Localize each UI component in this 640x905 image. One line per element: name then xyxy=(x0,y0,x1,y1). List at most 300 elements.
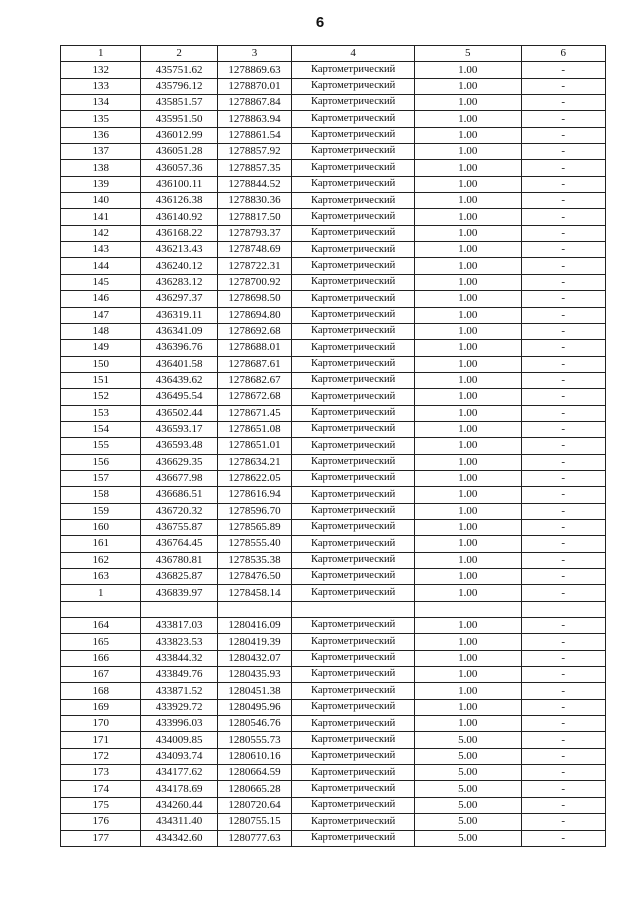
table-row xyxy=(61,781,606,797)
x-coordinate-cell: 436213.43 xyxy=(141,242,217,258)
method-cell: Картометрический xyxy=(292,683,415,699)
y-coordinate-cell: 1278869.63 xyxy=(217,62,291,78)
y-coordinate-cell: 1278651.08 xyxy=(217,421,291,437)
accuracy-cell: 1.00 xyxy=(414,323,521,339)
y-coordinate-cell: 1280435.93 xyxy=(217,667,291,683)
note-cell: - xyxy=(521,323,606,339)
x-coordinate-cell: 436593.48 xyxy=(141,438,217,454)
table-row xyxy=(61,552,606,568)
method-cell: Картометрический xyxy=(292,176,415,192)
table-row xyxy=(61,683,606,699)
table-row xyxy=(61,765,606,781)
y-coordinate-cell: 1278870.01 xyxy=(217,78,291,94)
x-coordinate-cell: 436764.45 xyxy=(141,536,217,552)
point-number-cell: 165 xyxy=(61,634,141,650)
x-coordinate-cell: 436319.11 xyxy=(141,307,217,323)
note-cell: - xyxy=(521,569,606,585)
accuracy-cell: 1.00 xyxy=(414,78,521,94)
accuracy-cell: 1.00 xyxy=(414,242,521,258)
accuracy-cell: 1.00 xyxy=(414,536,521,552)
y-coordinate-cell: 1278687.61 xyxy=(217,356,291,372)
point-number-cell: 140 xyxy=(61,193,141,209)
note-cell: - xyxy=(521,454,606,470)
x-coordinate-cell: 434009.85 xyxy=(141,732,217,748)
point-number-cell: 136 xyxy=(61,127,141,143)
note-cell: - xyxy=(521,274,606,290)
table-row xyxy=(61,405,606,421)
note-cell: - xyxy=(521,438,606,454)
table-row xyxy=(61,291,606,307)
method-cell: Картометрический xyxy=(292,470,415,486)
point-number-cell: 152 xyxy=(61,389,141,405)
accuracy-cell: 1.00 xyxy=(414,519,521,535)
y-coordinate-cell: 1278698.50 xyxy=(217,291,291,307)
x-coordinate-cell: 436140.92 xyxy=(141,209,217,225)
y-coordinate-cell: 1278458.14 xyxy=(217,585,291,601)
y-coordinate-cell: 1278692.68 xyxy=(217,323,291,339)
column-header: 6 xyxy=(521,46,606,62)
y-coordinate-cell: 1280451.38 xyxy=(217,683,291,699)
point-number-cell: 156 xyxy=(61,454,141,470)
note-cell: - xyxy=(521,585,606,601)
x-coordinate-cell: 436825.87 xyxy=(141,569,217,585)
table-row xyxy=(61,618,606,634)
accuracy-cell: 1.00 xyxy=(414,552,521,568)
table-row xyxy=(61,667,606,683)
table-row xyxy=(61,95,606,111)
x-coordinate-cell: 436593.17 xyxy=(141,421,217,437)
note-cell: - xyxy=(521,470,606,486)
accuracy-cell: 1.00 xyxy=(414,356,521,372)
x-coordinate-cell: 436283.12 xyxy=(141,274,217,290)
table-row xyxy=(61,144,606,160)
point-number-cell: 147 xyxy=(61,307,141,323)
note-cell: - xyxy=(521,193,606,209)
x-coordinate-cell: 436012.99 xyxy=(141,127,217,143)
table-row xyxy=(61,830,606,846)
method-cell: Картометрический xyxy=(292,389,415,405)
note-cell: - xyxy=(521,634,606,650)
x-coordinate-cell: 433996.03 xyxy=(141,716,217,732)
note-cell: - xyxy=(521,487,606,503)
method-cell: Картометрический xyxy=(292,454,415,470)
method-cell xyxy=(292,601,415,617)
accuracy-cell xyxy=(414,601,521,617)
table-row xyxy=(61,748,606,764)
x-coordinate-cell: 433817.03 xyxy=(141,618,217,634)
x-coordinate-cell xyxy=(141,601,217,617)
x-coordinate-cell: 433823.53 xyxy=(141,634,217,650)
accuracy-cell: 1.00 xyxy=(414,454,521,470)
method-cell: Картометрический xyxy=(292,830,415,846)
table-row xyxy=(61,438,606,454)
accuracy-cell: 1.00 xyxy=(414,438,521,454)
table-row xyxy=(61,487,606,503)
method-cell: Картометрический xyxy=(292,487,415,503)
table-row xyxy=(61,569,606,585)
table-row xyxy=(61,274,606,290)
table-row xyxy=(61,193,606,209)
y-coordinate-cell: 1278688.01 xyxy=(217,340,291,356)
method-cell: Картометрический xyxy=(292,323,415,339)
point-number-cell xyxy=(61,601,141,617)
method-cell: Картометрический xyxy=(292,716,415,732)
y-coordinate-cell: 1278616.94 xyxy=(217,487,291,503)
y-coordinate-cell: 1278476.50 xyxy=(217,569,291,585)
x-coordinate-cell: 436051.28 xyxy=(141,144,217,160)
y-coordinate-cell: 1278555.40 xyxy=(217,536,291,552)
point-number-cell: 167 xyxy=(61,667,141,683)
note-cell: - xyxy=(521,552,606,568)
point-number-cell: 168 xyxy=(61,683,141,699)
x-coordinate-cell: 434311.40 xyxy=(141,814,217,830)
note-cell: - xyxy=(521,536,606,552)
y-coordinate-cell: 1278622.05 xyxy=(217,470,291,486)
note-cell: - xyxy=(521,356,606,372)
x-coordinate-cell: 436057.36 xyxy=(141,160,217,176)
x-coordinate-cell: 436677.98 xyxy=(141,470,217,486)
point-number-cell: 134 xyxy=(61,95,141,111)
note-cell: - xyxy=(521,291,606,307)
y-coordinate-cell: 1280665.28 xyxy=(217,781,291,797)
method-cell: Картометрический xyxy=(292,111,415,127)
point-number-cell: 155 xyxy=(61,438,141,454)
accuracy-cell: 5.00 xyxy=(414,781,521,797)
x-coordinate-cell: 434342.60 xyxy=(141,830,217,846)
table-row xyxy=(61,242,606,258)
method-cell: Картометрический xyxy=(292,650,415,666)
table-row xyxy=(61,814,606,830)
point-number-cell: 162 xyxy=(61,552,141,568)
note-cell: - xyxy=(521,144,606,160)
point-number-cell: 166 xyxy=(61,650,141,666)
y-coordinate-cell: 1278596.70 xyxy=(217,503,291,519)
method-cell: Картометрический xyxy=(292,127,415,143)
method-cell: Картометрический xyxy=(292,667,415,683)
note-cell: - xyxy=(521,176,606,192)
point-number-cell: 148 xyxy=(61,323,141,339)
y-coordinate-cell: 1280610.16 xyxy=(217,748,291,764)
y-coordinate-cell: 1280495.96 xyxy=(217,699,291,715)
note-cell: - xyxy=(521,372,606,388)
note-cell: - xyxy=(521,519,606,535)
point-number-cell: 142 xyxy=(61,225,141,241)
y-coordinate-cell: 1278857.35 xyxy=(217,160,291,176)
method-cell: Картометрический xyxy=(292,291,415,307)
table-row xyxy=(61,585,606,601)
y-coordinate-cell: 1278867.84 xyxy=(217,95,291,111)
table-header-row xyxy=(61,46,606,62)
method-cell: Картометрический xyxy=(292,732,415,748)
x-coordinate-cell: 436495.54 xyxy=(141,389,217,405)
y-coordinate-cell: 1278651.01 xyxy=(217,438,291,454)
note-cell: - xyxy=(521,160,606,176)
x-coordinate-cell: 434178.69 xyxy=(141,781,217,797)
note-cell: - xyxy=(521,225,606,241)
method-cell: Картометрический xyxy=(292,356,415,372)
accuracy-cell: 1.00 xyxy=(414,209,521,225)
y-coordinate-cell: 1278682.67 xyxy=(217,372,291,388)
accuracy-cell: 5.00 xyxy=(414,814,521,830)
point-number-cell: 171 xyxy=(61,732,141,748)
note-cell: - xyxy=(521,78,606,94)
accuracy-cell: 1.00 xyxy=(414,699,521,715)
note-cell: - xyxy=(521,307,606,323)
method-cell: Картометрический xyxy=(292,536,415,552)
note-cell: - xyxy=(521,242,606,258)
column-header: 2 xyxy=(141,46,217,62)
column-header: 3 xyxy=(217,46,291,62)
table-row xyxy=(61,127,606,143)
table-row xyxy=(61,536,606,552)
note-cell: - xyxy=(521,389,606,405)
x-coordinate-cell: 436502.44 xyxy=(141,405,217,421)
x-coordinate-cell: 434093.74 xyxy=(141,748,217,764)
y-coordinate-cell: 1278671.45 xyxy=(217,405,291,421)
table-row xyxy=(61,519,606,535)
accuracy-cell: 1.00 xyxy=(414,585,521,601)
table-row xyxy=(61,176,606,192)
point-number-cell: 154 xyxy=(61,421,141,437)
accuracy-cell: 1.00 xyxy=(414,716,521,732)
method-cell: Картометрический xyxy=(292,781,415,797)
y-coordinate-cell: 1278634.21 xyxy=(217,454,291,470)
table-row xyxy=(61,209,606,225)
method-cell: Картометрический xyxy=(292,519,415,535)
point-number-cell: 170 xyxy=(61,716,141,732)
note-cell: - xyxy=(521,748,606,764)
note-cell: - xyxy=(521,258,606,274)
table-row xyxy=(61,323,606,339)
x-coordinate-cell: 436341.09 xyxy=(141,323,217,339)
table-row xyxy=(61,503,606,519)
method-cell: Картометрический xyxy=(292,438,415,454)
note-cell: - xyxy=(521,421,606,437)
accuracy-cell: 1.00 xyxy=(414,405,521,421)
table-row xyxy=(61,307,606,323)
y-coordinate-cell: 1280416.09 xyxy=(217,618,291,634)
accuracy-cell: 1.00 xyxy=(414,389,521,405)
y-coordinate-cell: 1280755.15 xyxy=(217,814,291,830)
y-coordinate-cell: 1278694.80 xyxy=(217,307,291,323)
table-row xyxy=(61,340,606,356)
table-row xyxy=(61,716,606,732)
method-cell: Картометрический xyxy=(292,814,415,830)
accuracy-cell: 5.00 xyxy=(414,732,521,748)
method-cell: Картометрический xyxy=(292,405,415,421)
table-row xyxy=(61,699,606,715)
accuracy-cell: 1.00 xyxy=(414,421,521,437)
point-number-cell: 139 xyxy=(61,176,141,192)
accuracy-cell: 1.00 xyxy=(414,667,521,683)
point-number-cell: 169 xyxy=(61,699,141,715)
method-cell: Картометрический xyxy=(292,78,415,94)
accuracy-cell: 1.00 xyxy=(414,650,521,666)
method-cell: Картометрический xyxy=(292,340,415,356)
note-cell: - xyxy=(521,781,606,797)
table-row xyxy=(61,732,606,748)
table-row xyxy=(61,78,606,94)
method-cell: Картометрический xyxy=(292,765,415,781)
point-number-cell: 160 xyxy=(61,519,141,535)
accuracy-cell: 1.00 xyxy=(414,340,521,356)
column-header: 5 xyxy=(414,46,521,62)
x-coordinate-cell: 435796.12 xyxy=(141,78,217,94)
accuracy-cell: 1.00 xyxy=(414,307,521,323)
point-number-cell: 143 xyxy=(61,242,141,258)
page-number: 6 xyxy=(315,14,325,31)
note-cell: - xyxy=(521,667,606,683)
method-cell: Картометрический xyxy=(292,193,415,209)
x-coordinate-cell: 436401.58 xyxy=(141,356,217,372)
point-number-cell: 159 xyxy=(61,503,141,519)
x-coordinate-cell: 434260.44 xyxy=(141,797,217,813)
x-coordinate-cell: 436240.12 xyxy=(141,258,217,274)
y-coordinate-cell: 1278861.54 xyxy=(217,127,291,143)
x-coordinate-cell: 434177.62 xyxy=(141,765,217,781)
y-coordinate-cell: 1278793.37 xyxy=(217,225,291,241)
note-cell: - xyxy=(521,340,606,356)
note-cell: - xyxy=(521,765,606,781)
accuracy-cell: 1.00 xyxy=(414,683,521,699)
column-header: 1 xyxy=(61,46,141,62)
x-coordinate-cell: 435951.50 xyxy=(141,111,217,127)
point-number-cell: 174 xyxy=(61,781,141,797)
note-cell: - xyxy=(521,797,606,813)
method-cell: Картометрический xyxy=(292,242,415,258)
table-row xyxy=(61,356,606,372)
point-number-cell: 144 xyxy=(61,258,141,274)
y-coordinate-cell: 1278700.92 xyxy=(217,274,291,290)
accuracy-cell: 1.00 xyxy=(414,95,521,111)
point-number-cell: 177 xyxy=(61,830,141,846)
point-number-cell: 172 xyxy=(61,748,141,764)
y-coordinate-cell: 1278565.89 xyxy=(217,519,291,535)
method-cell: Картометрический xyxy=(292,699,415,715)
table-row xyxy=(61,111,606,127)
point-number-cell: 151 xyxy=(61,372,141,388)
x-coordinate-cell: 436297.37 xyxy=(141,291,217,307)
method-cell: Картометрический xyxy=(292,748,415,764)
table-row xyxy=(61,62,606,78)
accuracy-cell: 1.00 xyxy=(414,144,521,160)
y-coordinate-cell xyxy=(217,601,291,617)
method-cell: Картометрический xyxy=(292,258,415,274)
method-cell: Картометрический xyxy=(292,62,415,78)
note-cell: - xyxy=(521,830,606,846)
accuracy-cell: 1.00 xyxy=(414,618,521,634)
method-cell: Картометрический xyxy=(292,209,415,225)
y-coordinate-cell: 1280720.64 xyxy=(217,797,291,813)
method-cell: Картометрический xyxy=(292,585,415,601)
note-cell: - xyxy=(521,209,606,225)
note-cell: - xyxy=(521,127,606,143)
accuracy-cell: 1.00 xyxy=(414,634,521,650)
method-cell: Картометрический xyxy=(292,552,415,568)
point-number-cell: 173 xyxy=(61,765,141,781)
accuracy-cell: 5.00 xyxy=(414,765,521,781)
point-number-cell: 150 xyxy=(61,356,141,372)
y-coordinate-cell: 1278857.92 xyxy=(217,144,291,160)
x-coordinate-cell: 436629.35 xyxy=(141,454,217,470)
note-cell: - xyxy=(521,111,606,127)
note-cell xyxy=(521,601,606,617)
accuracy-cell: 1.00 xyxy=(414,470,521,486)
point-number-cell: 175 xyxy=(61,797,141,813)
x-coordinate-cell: 436439.62 xyxy=(141,372,217,388)
x-coordinate-cell: 436168.22 xyxy=(141,225,217,241)
point-number-cell: 135 xyxy=(61,111,141,127)
accuracy-cell: 1.00 xyxy=(414,176,521,192)
accuracy-cell: 1.00 xyxy=(414,193,521,209)
method-cell: Картометрический xyxy=(292,274,415,290)
note-cell: - xyxy=(521,95,606,111)
y-coordinate-cell: 1280432.07 xyxy=(217,650,291,666)
accuracy-cell: 1.00 xyxy=(414,372,521,388)
table-row xyxy=(61,634,606,650)
accuracy-cell: 1.00 xyxy=(414,225,521,241)
method-cell: Картометрический xyxy=(292,307,415,323)
x-coordinate-cell: 436100.11 xyxy=(141,176,217,192)
table-row xyxy=(61,797,606,813)
note-cell: - xyxy=(521,618,606,634)
point-number-cell: 161 xyxy=(61,536,141,552)
x-coordinate-cell: 433844.32 xyxy=(141,650,217,666)
y-coordinate-cell: 1280777.63 xyxy=(217,830,291,846)
y-coordinate-cell: 1278722.31 xyxy=(217,258,291,274)
accuracy-cell: 1.00 xyxy=(414,274,521,290)
point-number-cell: 133 xyxy=(61,78,141,94)
table-row xyxy=(61,421,606,437)
y-coordinate-cell: 1280664.59 xyxy=(217,765,291,781)
y-coordinate-cell: 1280555.73 xyxy=(217,732,291,748)
y-coordinate-cell: 1278844.52 xyxy=(217,176,291,192)
point-number-cell: 146 xyxy=(61,291,141,307)
point-number-cell: 132 xyxy=(61,62,141,78)
y-coordinate-cell: 1278672.68 xyxy=(217,389,291,405)
point-number-cell: 163 xyxy=(61,569,141,585)
x-coordinate-cell: 436780.81 xyxy=(141,552,217,568)
y-coordinate-cell: 1278817.50 xyxy=(217,209,291,225)
coordinates-table xyxy=(60,45,606,847)
x-coordinate-cell: 436839.97 xyxy=(141,585,217,601)
accuracy-cell: 1.00 xyxy=(414,291,521,307)
note-cell: - xyxy=(521,716,606,732)
x-coordinate-cell: 433849.76 xyxy=(141,667,217,683)
table-row xyxy=(61,601,606,617)
method-cell: Картометрический xyxy=(292,797,415,813)
note-cell: - xyxy=(521,814,606,830)
accuracy-cell: 5.00 xyxy=(414,797,521,813)
accuracy-cell: 1.00 xyxy=(414,258,521,274)
point-number-cell: 158 xyxy=(61,487,141,503)
x-coordinate-cell: 433929.72 xyxy=(141,699,217,715)
method-cell: Картометрический xyxy=(292,421,415,437)
x-coordinate-cell: 436686.51 xyxy=(141,487,217,503)
y-coordinate-cell: 1278830.36 xyxy=(217,193,291,209)
method-cell: Картометрический xyxy=(292,569,415,585)
method-cell: Картометрический xyxy=(292,634,415,650)
y-coordinate-cell: 1278748.69 xyxy=(217,242,291,258)
x-coordinate-cell: 436396.76 xyxy=(141,340,217,356)
point-number-cell: 153 xyxy=(61,405,141,421)
point-number-cell: 1 xyxy=(61,585,141,601)
note-cell: - xyxy=(521,650,606,666)
table-row xyxy=(61,470,606,486)
x-coordinate-cell: 433871.52 xyxy=(141,683,217,699)
y-coordinate-cell: 1278863.94 xyxy=(217,111,291,127)
method-cell: Картометрический xyxy=(292,95,415,111)
